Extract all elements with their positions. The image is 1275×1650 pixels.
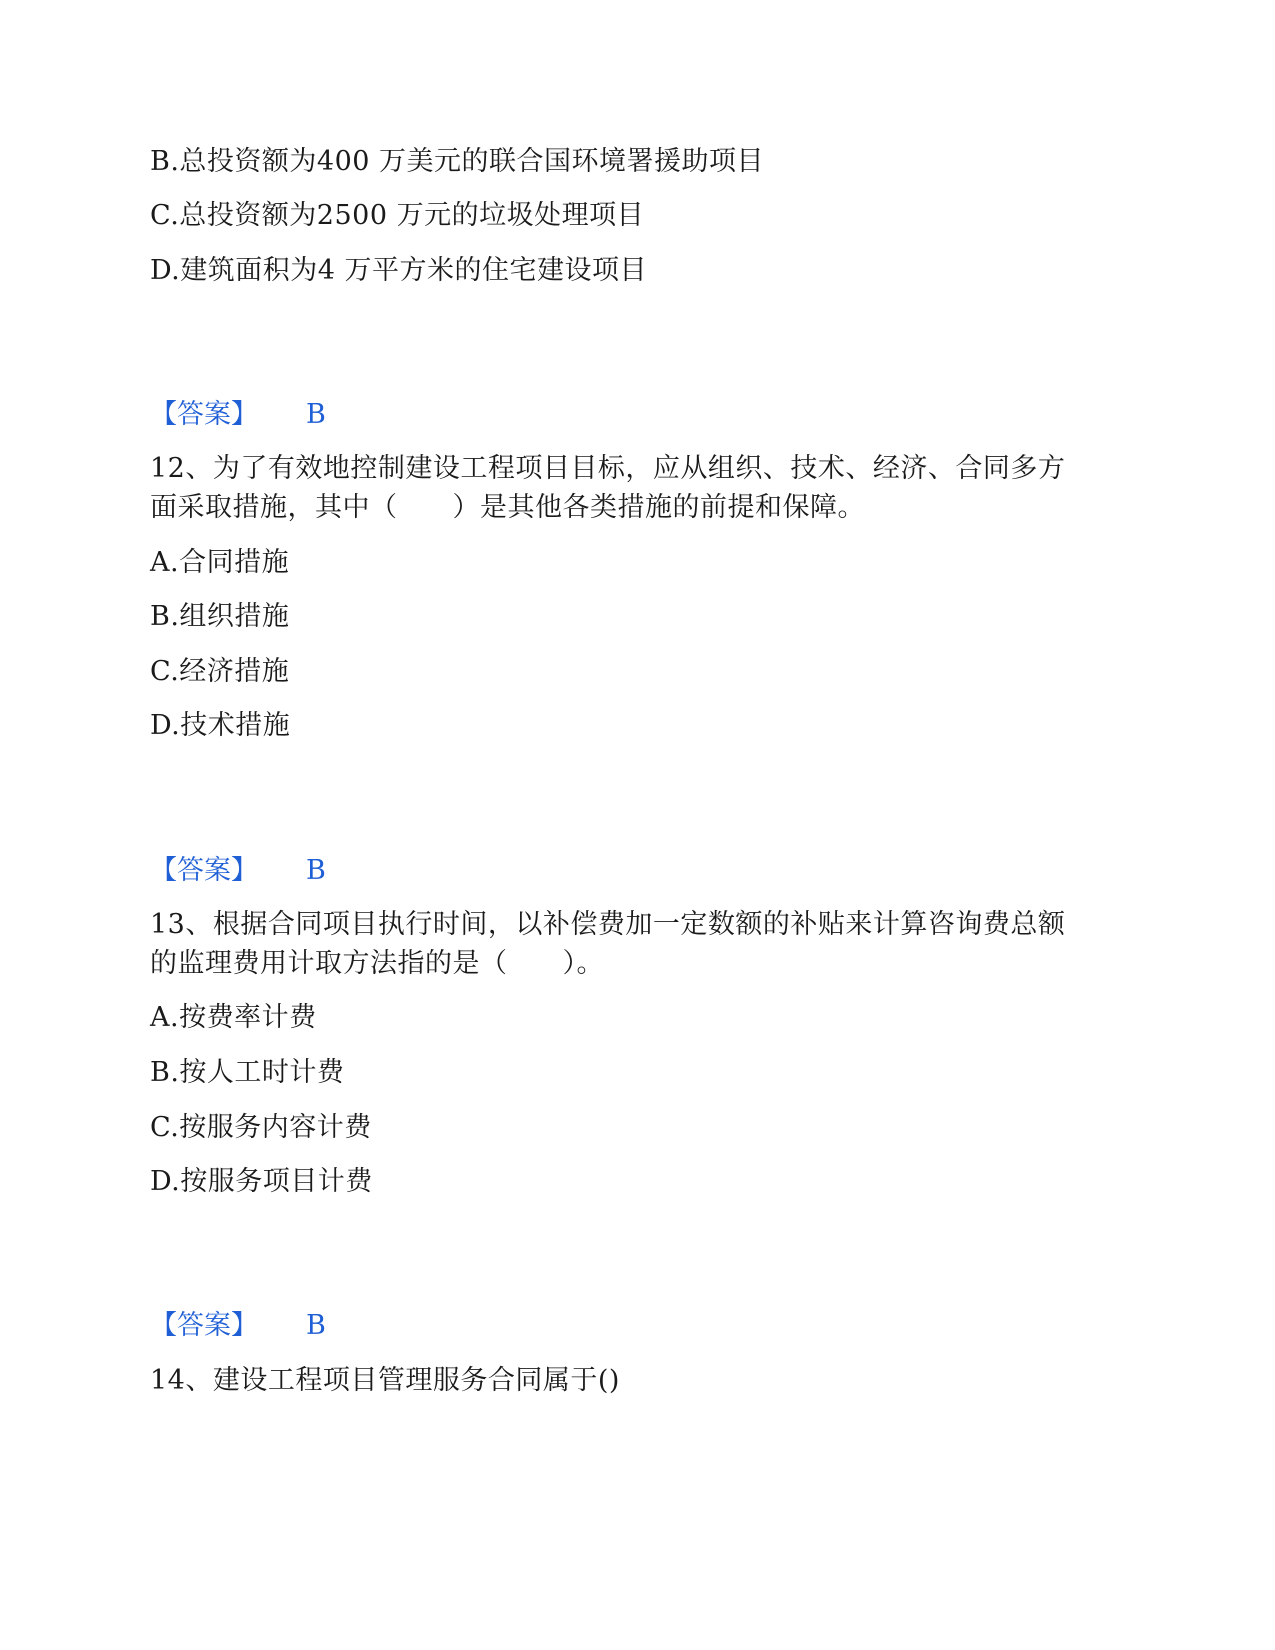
q12-answer: [150, 851, 326, 891]
q13-answer: [150, 1306, 326, 1346]
q12-option-b: B.组织措施: [150, 601, 290, 632]
q13-option-c: C.按服务内容计费: [150, 1112, 372, 1143]
answer-value: B: [306, 1310, 326, 1341]
q13-question-line2: 的监理费用计取方法指的是（ ）。: [150, 948, 604, 979]
q14-question-line1: 14、建设工程项目管理服务合同属于(): [150, 1365, 620, 1396]
q12-option-d: D.技术措施: [150, 710, 291, 741]
q12-question-line2: 面采取措施，其中（ ）是其他各类措施的前提和保障。: [150, 492, 865, 523]
q12-question-line1: 12、为了有效地控制建设工程项目目标，应从组织、技术、经济、合同多方: [150, 453, 1066, 484]
q12-option-c: C.经济措施: [150, 656, 290, 687]
q12-option-a: A.合同措施: [150, 547, 290, 578]
q11-answer: [150, 395, 326, 435]
answer-value: B: [306, 855, 326, 886]
q13-option-d: D.按服务项目计费: [150, 1166, 373, 1197]
q11-option-d: D.建筑面积为4 万平方米的住宅建设项目: [150, 255, 648, 286]
q13-option-b: B.按人工时计费: [150, 1057, 345, 1088]
answer-value: B: [306, 399, 326, 430]
answer-label: 【答案】: [150, 399, 258, 430]
q13-option-a: A.按费率计费: [150, 1002, 317, 1033]
q13-question-line1: 13、根据合同项目执行时间，以补偿费加一定数额的补贴来计算咨询费总额: [150, 909, 1066, 940]
answer-label: 【答案】: [150, 1310, 258, 1341]
q11-option-b: B.总投资额为400 万美元的联合国环境署援助项目: [150, 146, 765, 177]
q11-option-c: C.总投资额为2500 万元的垃圾处理项目: [150, 200, 645, 231]
answer-label: 【答案】: [150, 855, 258, 886]
